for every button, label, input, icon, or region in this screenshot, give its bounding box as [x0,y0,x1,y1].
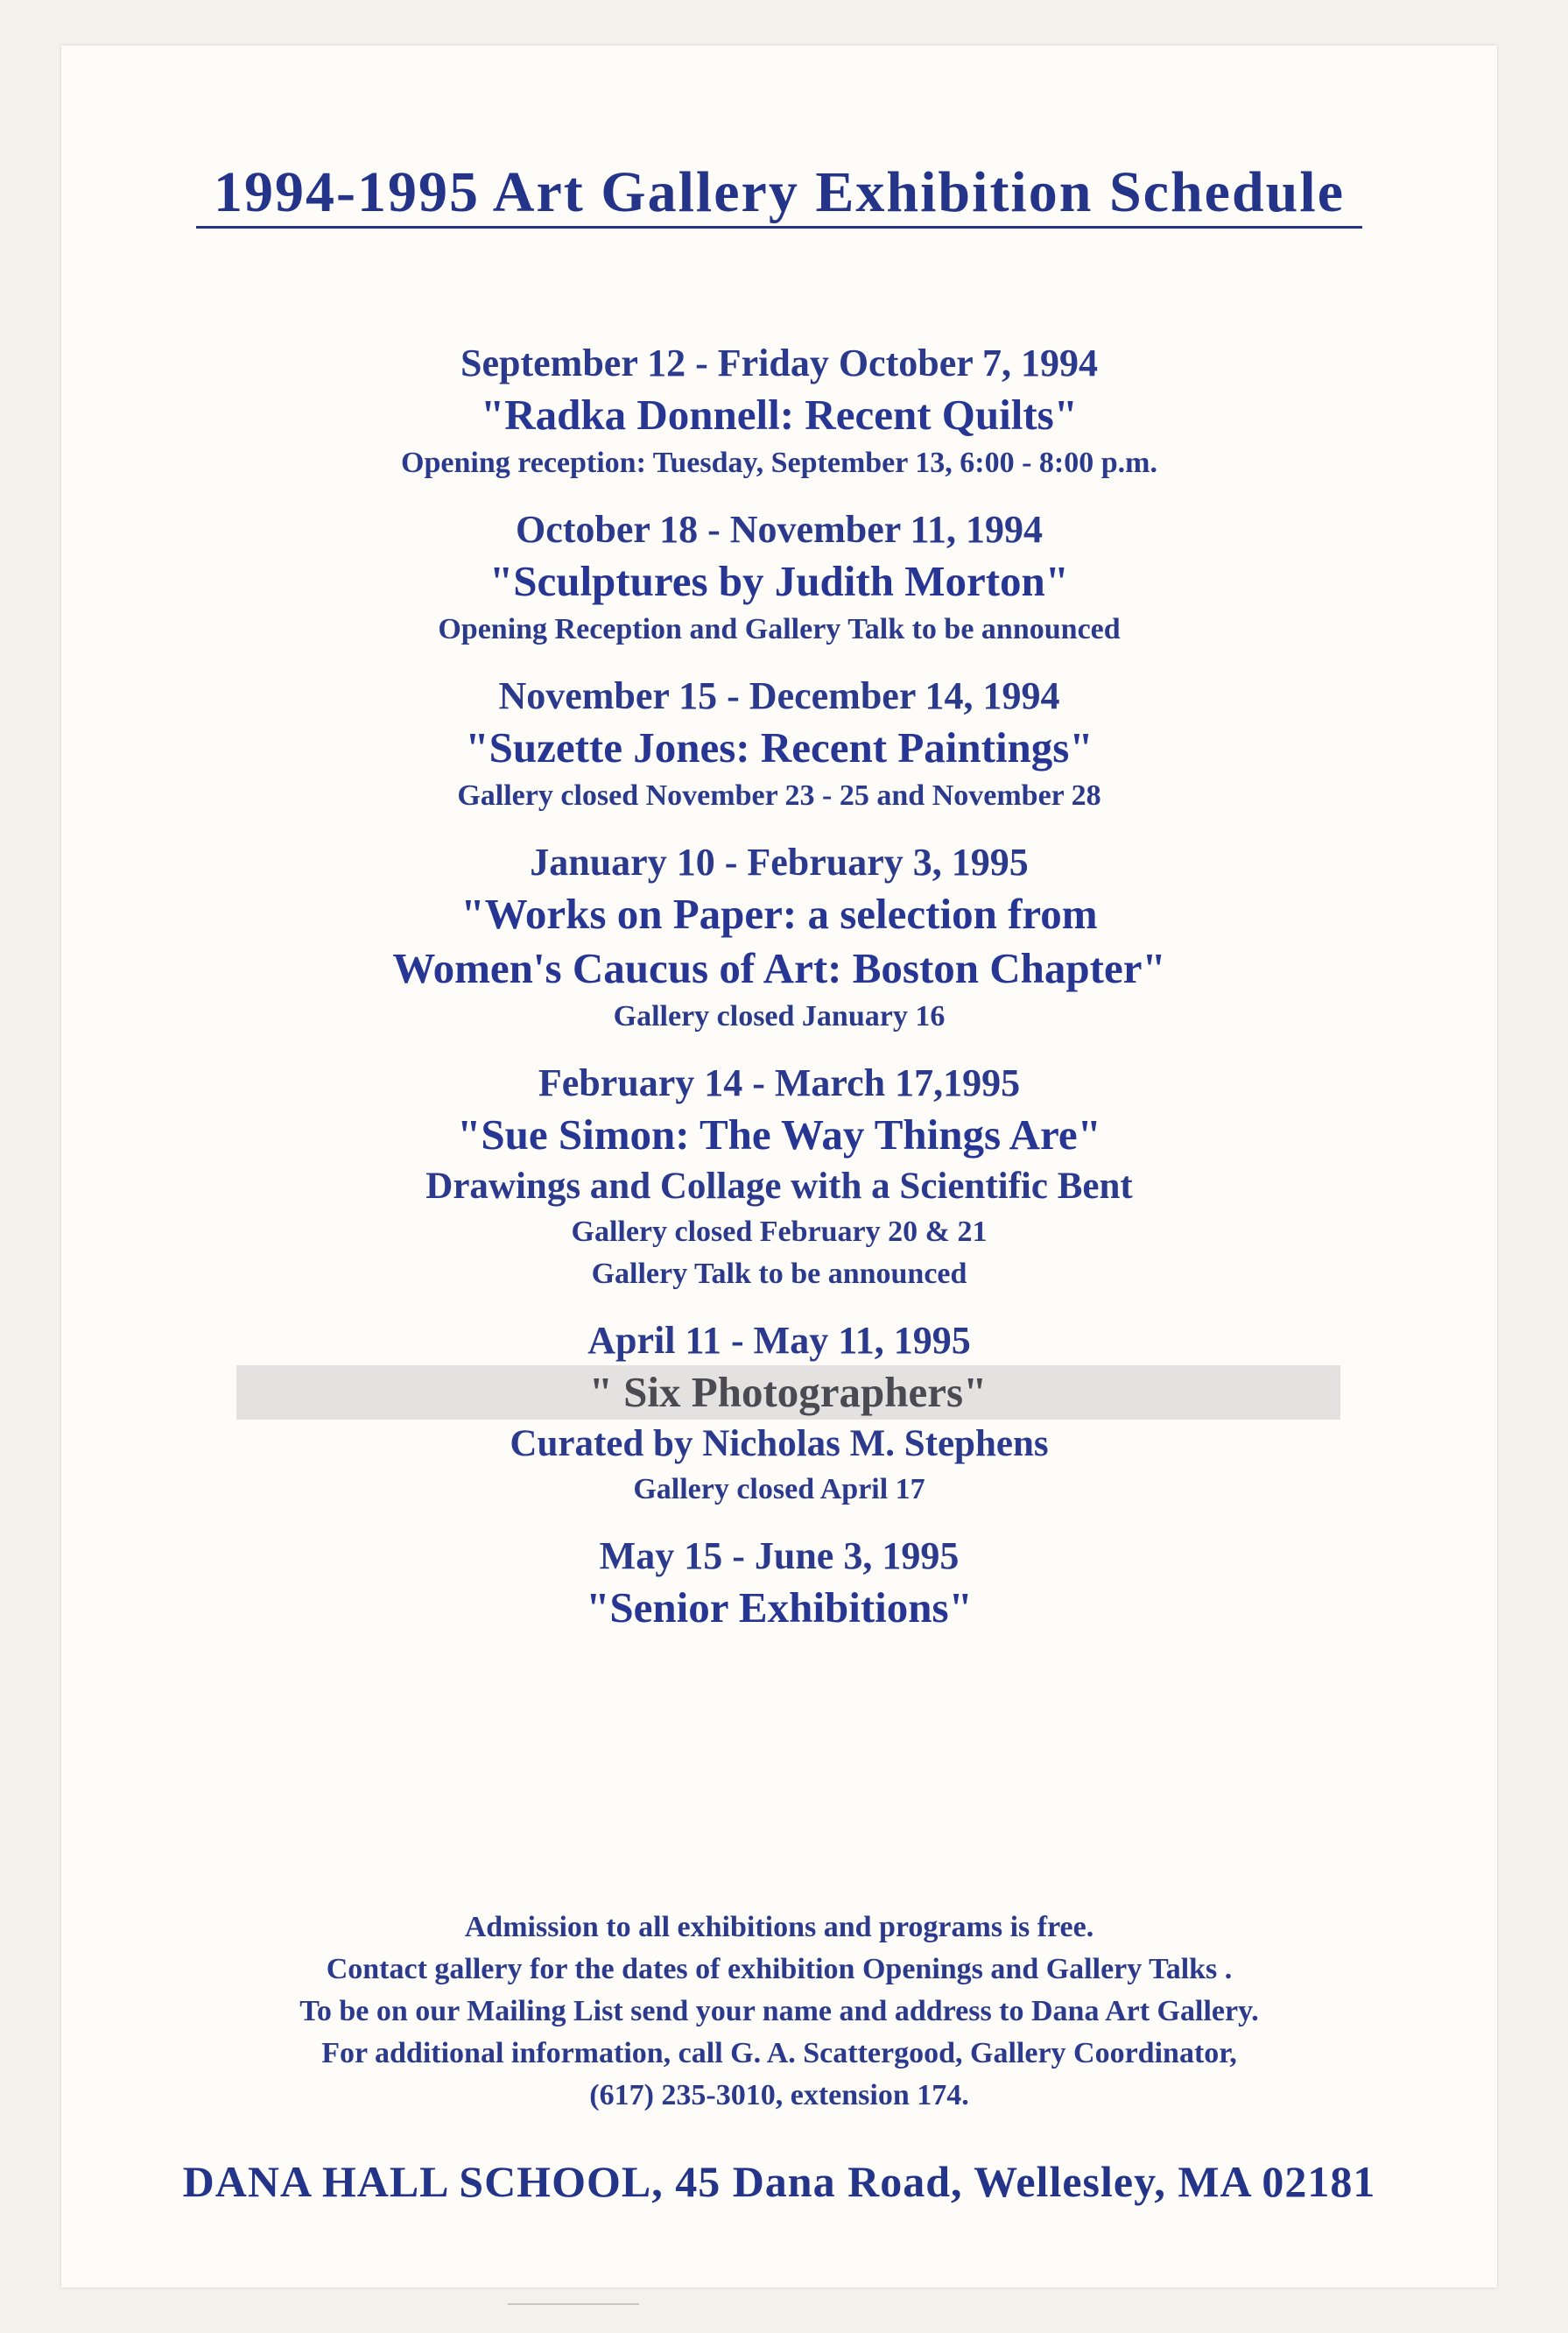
exhibition-name-line: Women's Caucus of Art: Boston Chapter" [392,944,1166,992]
flyer-sheet [61,46,1497,2287]
exhibition-item [61,339,1497,484]
exhibition-item [61,1059,1497,1295]
exhibition-note: Opening reception: Tuesday, September 13, 6:00 - 8:00 p.m. [401,447,1157,479]
exhibition-subtitle: Curated by Nicholas M. Stephens [510,1423,1049,1464]
exhibition-dates: November 15 - December 14, 1994 [498,674,1060,717]
footer-line: For additional information, call G. A. Scattergood, Gallery Coordinator, [321,2037,1237,2069]
exhibition-dates: January 10 - February 3, 1995 [530,841,1029,884]
exhibition-item [61,1316,1497,1511]
footer-line: Admission to all exhibitions and programs is free. [464,1911,1094,1943]
exhibition-item [61,1532,1497,1635]
title-text: 1994-1995 Art Gallery Exhibition Schedule [196,160,1362,229]
footer-line: (617) 235-3010, extension 174. [589,2079,969,2111]
exhibition-dates: February 14 - March 17,1995 [538,1061,1021,1104]
exhibition-dates: April 11 - May 11, 1995 [587,1319,971,1362]
exhibition-name: "Radka Donnell: Recent Quilts" [481,391,1078,439]
page-title [61,159,1497,226]
exhibition-name: "Senior Exhibitions" [586,1583,973,1632]
exhibition-name: "Sculptures by Judith Morton" [489,557,1070,605]
exhibition-note: Gallery closed April 17 [633,1473,925,1505]
exhibition-subtitle: Drawings and Collage with a Scientific Bent [425,1166,1133,1207]
info-footer [61,1907,1497,2117]
pasted-title-strip: " Six Photographers" [236,1365,1340,1420]
exhibition-note: Gallery closed November 23 - 25 and November 28 [457,779,1101,812]
footer-line: To be on our Mailing List send your name and address to Dana Art Gallery. [299,1995,1259,2027]
exhibition-dates: May 15 - June 3, 1995 [599,1534,960,1577]
exhibition-item [61,505,1497,651]
exhibition-dates: October 18 - November 11, 1994 [515,508,1044,551]
exhibition-note: Gallery closed February 20 & 21 [571,1216,988,1248]
exhibition-note: Gallery Talk to be announced [591,1258,967,1290]
footer-line: Contact gallery for the dates of exhibition Openings and Gallery Talks . [326,1953,1233,1985]
exhibition-dates: September 12 - Friday October 7, 1994 [461,342,1098,384]
exhibition-name-line: "Works on Paper: a selection from [461,890,1098,938]
exhibition-schedule [61,339,1497,1656]
exhibition-item [61,672,1497,817]
school-address: DANA HALL SCHOOL, 45 Dana Road, Wellesley, MA 02181 [182,2157,1376,2206]
exhibition-name: "Suzette Jones: Recent Paintings" [465,723,1093,772]
exhibition-note: Opening Reception and Gallery Talk to be announced [438,613,1121,645]
exhibition-name-row [61,1365,1497,1420]
paper-mark [508,2303,639,2305]
exhibition-note: Gallery closed January 16 [613,1000,946,1033]
exhibition-item [61,838,1497,1038]
exhibition-name: "Sue Simon: The Way Things Are" [457,1110,1101,1159]
